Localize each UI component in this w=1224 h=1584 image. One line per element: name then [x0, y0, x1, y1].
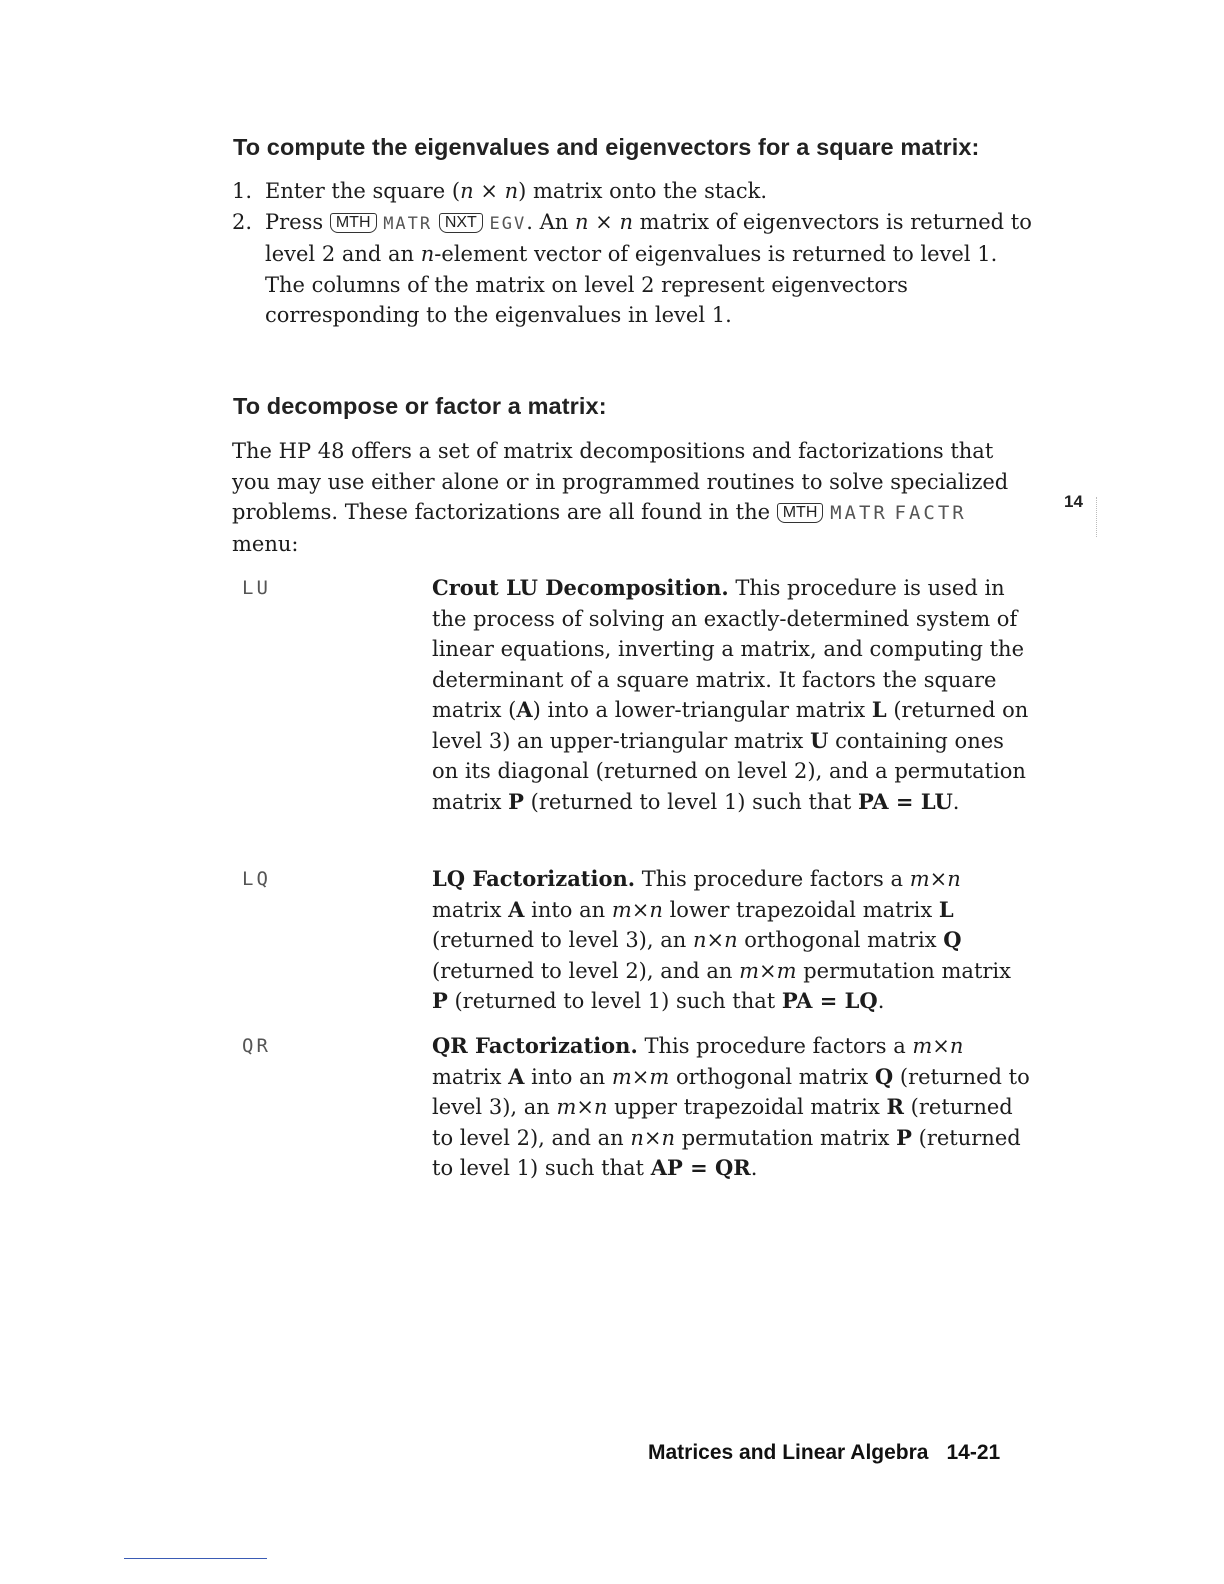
- matr-menu-key: MATR: [383, 213, 433, 234]
- var-n: n: [574, 209, 589, 234]
- steps-list: [232, 176, 1032, 331]
- var-n: n: [460, 179, 474, 203]
- matrix-symbol: L: [938, 896, 954, 922]
- footnote-rule: [124, 1558, 267, 1559]
- matrix-symbol: A: [508, 1063, 525, 1089]
- matr-menu-key: MATR: [830, 502, 888, 524]
- definition-text: This procedure factors a: [635, 867, 910, 891]
- factr-menu-key: FACTR: [894, 502, 967, 524]
- dimension: m×n: [556, 1095, 608, 1119]
- step-text: ) matrix onto the stack.: [518, 179, 768, 203]
- definition-text: matrix: [432, 897, 509, 922]
- definition-title: Crout LU Decomposition.: [432, 575, 729, 600]
- var-n: n: [420, 242, 435, 266]
- equation: PA = LQ: [781, 988, 878, 1013]
- egv-menu-key: EGV: [489, 213, 527, 234]
- intro-paragraph: [232, 436, 1022, 559]
- mth-key: MTH: [777, 503, 824, 523]
- definition-title: LQ Factorization.: [432, 866, 636, 891]
- term-lq: LQ: [242, 868, 271, 890]
- times-sign: ×: [473, 179, 505, 203]
- definition-text: matrix: [432, 1064, 509, 1089]
- step-text: matrix of eigenvectors is returned to level 2 and an: [265, 209, 1032, 266]
- definition-text: .: [952, 789, 960, 814]
- dimension: m×n: [909, 867, 961, 891]
- term-qr: QR: [242, 1035, 271, 1057]
- definition-text: (returned to level 1) such that: [447, 989, 782, 1013]
- definition-text: orthogonal matrix: [737, 928, 944, 952]
- definition-text: .: [877, 989, 885, 1013]
- definition-text: This procedure factors a: [637, 1034, 913, 1058]
- heading-decompose: To decompose or factor a matrix:: [233, 393, 607, 419]
- definition-text: (returned to level 2), and an: [432, 1095, 1013, 1150]
- times-sign: ×: [588, 209, 620, 234]
- intro-text: The HP 48 offers a set of matrix decompositions and factorizations that you may use either alone or in programmed routines to solve specialized problems. These factorizations are all found in the: [232, 439, 1009, 524]
- matrix-symbol: Q: [943, 927, 962, 952]
- page-number: 14-21: [946, 1441, 1001, 1464]
- definition-text: (returned to level 1) such that: [523, 789, 859, 814]
- equation: PA = LU: [858, 788, 953, 814]
- var-n: n: [619, 209, 633, 234]
- definition-text: .: [750, 1156, 758, 1180]
- var-n: n: [504, 179, 519, 203]
- definition-text: (returned to level 3), an: [432, 1064, 1030, 1119]
- dimension: n×n: [630, 1125, 676, 1150]
- definition-text: orthogonal matrix: [669, 1064, 875, 1089]
- page-footer: [648, 1441, 1000, 1465]
- definition-body: [432, 573, 1032, 817]
- step-number: 2.: [232, 209, 253, 234]
- footer-title: Matrices and Linear Algebra: [648, 1441, 929, 1464]
- step-text: . An: [526, 209, 569, 234]
- dimension: n×n: [692, 928, 738, 952]
- step-number: 1.: [232, 179, 253, 203]
- matrix-symbol: P: [508, 788, 524, 814]
- definition-text: (returned to level 2), and an: [432, 958, 740, 983]
- definition-text: This procedure is used in the process of solving an exactly-determined system of linear equations, inverting a matrix, and computing the determinant of a square matrix. It factors the square matrix (: [432, 576, 1025, 722]
- definition-body: [432, 1031, 1032, 1184]
- matrix-symbol: P: [432, 988, 448, 1013]
- matrix-symbol: R: [886, 1094, 904, 1119]
- definition-text: permutation matrix: [675, 1125, 897, 1150]
- nxt-key: NXT: [439, 213, 483, 233]
- definition-text: (returned to level 3), an: [432, 928, 693, 952]
- matrix-symbol: P: [896, 1124, 912, 1150]
- dimension: m×m: [611, 1064, 670, 1089]
- definition-text: upper trapezoidal matrix: [607, 1095, 887, 1119]
- dimension: m×n: [912, 1034, 964, 1058]
- intro-tail: menu:: [232, 531, 299, 556]
- definition-text: permutation matrix: [796, 958, 1011, 983]
- definition-text: ) into a lower-triangular matrix: [532, 698, 872, 722]
- step-2: [232, 207, 1032, 331]
- heading-eigenvalues: To compute the eigenvalues and eigenvectors for a square matrix:: [233, 134, 980, 160]
- equation: AP = QR: [650, 1155, 751, 1180]
- definition-body: [432, 864, 1032, 1017]
- definition-text: into an: [524, 897, 612, 922]
- definition-text: (returned on level 3) an upper-triangular matrix: [432, 698, 1029, 753]
- term-lu: LU: [242, 577, 271, 599]
- definition-text: lower trapezoidal matrix: [662, 897, 939, 922]
- definition-text: (returned to level 1) such that: [432, 1125, 1021, 1180]
- matrix-symbol: Q: [874, 1063, 894, 1089]
- matrix-symbol: A: [516, 697, 533, 722]
- definition-text: into an: [524, 1064, 612, 1089]
- mth-key: MTH: [330, 213, 377, 233]
- step-text: Enter the square (: [265, 179, 461, 203]
- step-text: Press: [265, 209, 324, 234]
- definition-text: containing ones on its diagonal (returned on level 2), and a permutation matrix: [432, 728, 1026, 814]
- definition-title: QR Factorization.: [432, 1033, 638, 1058]
- matrix-symbol: L: [871, 697, 887, 722]
- tab-divider: [1096, 497, 1099, 537]
- step-text: -element vector of eigenvalues is returned to level 1. The columns of the matrix on level 2 represent eigenvectors corresponding to the eigenvalues in level 1.: [265, 242, 998, 327]
- dimension: m×n: [611, 897, 663, 922]
- matrix-symbol: U: [810, 727, 829, 753]
- step-1: [232, 176, 1032, 207]
- dimension: m×m: [739, 958, 797, 983]
- matrix-symbol: A: [508, 896, 525, 922]
- chapter-tab: 14: [1064, 492, 1083, 511]
